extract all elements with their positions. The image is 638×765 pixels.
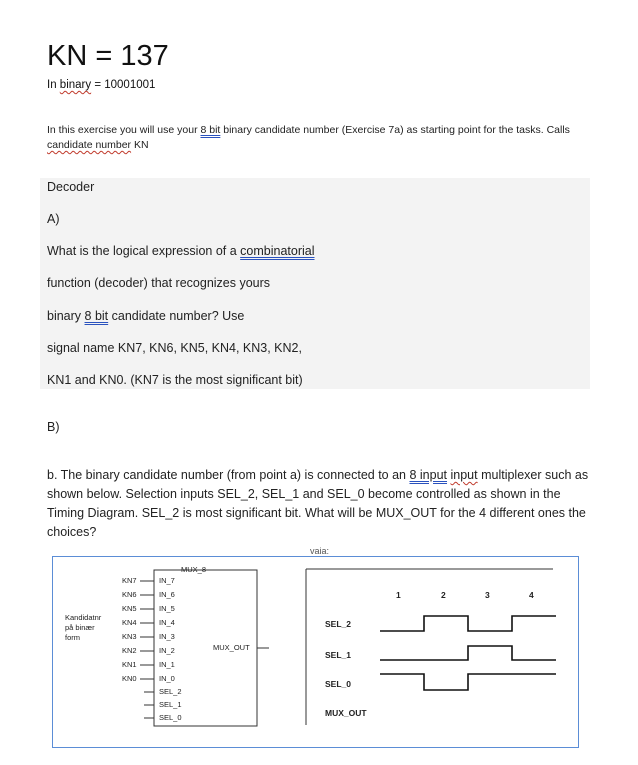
kn1-label: KN1 — [122, 660, 137, 669]
period-1: 1 — [396, 590, 401, 600]
combinatorial-word: combinatorial — [240, 244, 315, 258]
page-title: KN = 137 — [47, 40, 169, 72]
decoder-line-1-text: What is the logical expression of a — [47, 244, 241, 258]
mux-timing-figure — [52, 556, 579, 748]
part-a-label: A) — [47, 212, 60, 226]
decoder-line-4: signal name KN7, KN6, KN5, KN4, KN3, KN2, — [47, 341, 302, 355]
part-b-input: input — [450, 468, 478, 482]
waveforms — [380, 616, 556, 690]
decoder-line-2: function (decoder) that recognizes yours — [47, 276, 271, 290]
binary-word: binary — [59, 79, 92, 91]
kn2-label: KN2 — [122, 646, 137, 655]
kn7-label: KN7 — [122, 576, 137, 585]
sel2-port: SEL_2 — [159, 687, 182, 696]
part-b-8-input: 8 input — [409, 468, 448, 482]
sel1-port: SEL_1 — [159, 700, 182, 709]
in0-port: IN_0 — [159, 674, 175, 683]
group-label-2: på binær — [65, 623, 95, 632]
in7-port: IN_7 — [159, 576, 175, 585]
intro-text-1: In this exercise you will use your — [47, 124, 201, 136]
part-b-text-1: b. The binary candidate number (from point a) is connected to an — [47, 468, 410, 482]
kn5-label: KN5 — [122, 604, 137, 613]
decoder-heading: Decoder — [47, 180, 95, 194]
binary-value: = 10001001 — [91, 79, 156, 91]
in1-port: IN_1 — [159, 660, 175, 669]
sel2-signal-label: SEL_2 — [325, 619, 351, 629]
in4-port: IN_4 — [159, 618, 175, 627]
in6-port: IN_6 — [159, 590, 175, 599]
intro-text-3: KN — [131, 139, 149, 151]
decoder-line-3-pre: binary — [47, 309, 85, 323]
mux-out-signal-label: MUX_OUT — [325, 708, 367, 718]
sel-1-waveform — [380, 646, 556, 660]
decoder-line-3 — [47, 309, 244, 323]
sel0-signal-label: SEL_0 — [325, 679, 351, 689]
binary-line — [47, 79, 155, 91]
group-label-1: Kandidatnr — [65, 613, 102, 622]
sel1-signal-label: SEL_1 — [325, 650, 351, 660]
in3-port: IN_3 — [159, 632, 175, 641]
kn4-label: KN4 — [122, 618, 137, 627]
part-b-text-2: multiplexer such as shown below. Selection inputs SEL_2, SEL_1 and SEL_0 become controlled as shown in the Timing Diagram. SEL_2 is most significant bit. What will be MUX_OUT for the 4 different ones the choices? — [47, 468, 589, 539]
kn0-label: KN0 — [122, 674, 137, 683]
intro-text-2: binary candidate number (Exercise 7a) as starting point for the tasks. Calls — [220, 124, 570, 136]
part-b-paragraph — [47, 466, 595, 542]
mux-out-port: MUX_OUT — [213, 643, 250, 652]
period-3: 3 — [485, 590, 490, 600]
decoder-line-3-bits: 8 bit — [84, 309, 109, 323]
sel-2-waveform — [380, 616, 556, 631]
decoder-line-3-post: candidate number? Use — [108, 309, 245, 323]
sel-0-waveform — [380, 674, 556, 690]
group-label-3: form — [65, 633, 80, 642]
part-b-label: B) — [47, 420, 60, 434]
decoder-line-5: KN1 and KN0. (KN7 is the most significant bit) — [47, 373, 303, 387]
in5-port: IN_5 — [159, 604, 175, 613]
period-2: 2 — [441, 590, 446, 600]
cropped-text: vaia: — [310, 546, 330, 556]
kn6-label: KN6 — [122, 590, 137, 599]
decoder-line-1 — [47, 244, 315, 258]
intro-bits: 8 bit — [200, 124, 221, 136]
kn3-label: KN3 — [122, 632, 137, 641]
binary-prefix: In — [47, 79, 60, 91]
mux-name: MUX_8 — [181, 565, 207, 574]
period-4: 4 — [529, 590, 534, 600]
intro-paragraph — [47, 123, 607, 153]
timing-axes — [306, 569, 553, 725]
in2-port: IN_2 — [159, 646, 175, 655]
intro-candidate: candidate number — [47, 139, 132, 151]
sel0-port: SEL_0 — [159, 713, 182, 722]
